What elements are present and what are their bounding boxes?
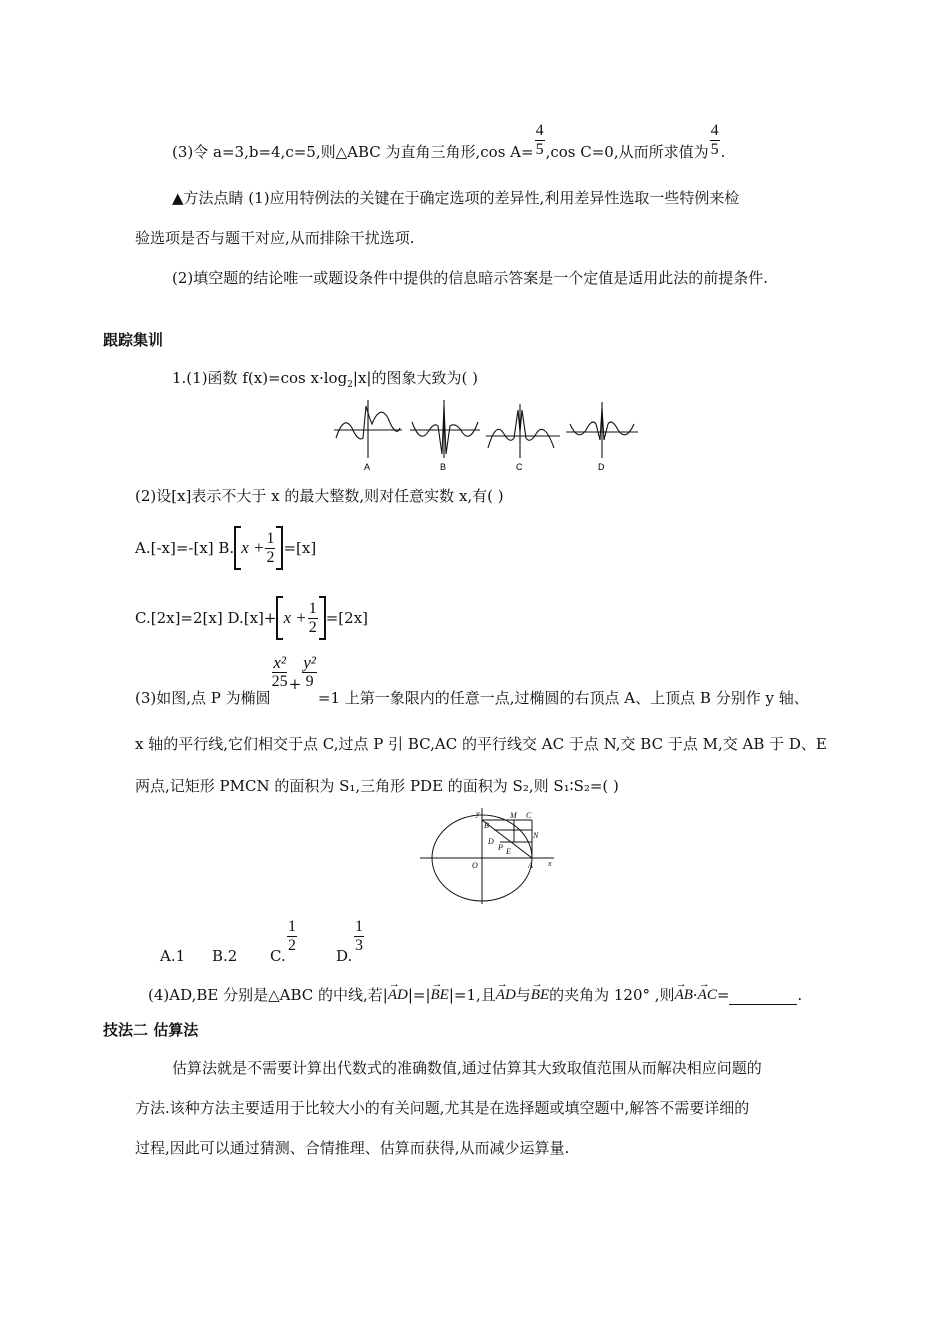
fig-label-m: M <box>510 811 517 820</box>
fraction-one-half: $\frac{1}{2}$ <box>288 918 296 954</box>
fraction-x2-25: $\frac{\text{x²}}{25}$ <box>271 653 288 690</box>
graph-label-b: B <box>440 462 447 472</box>
technique-2-title: 技法二 估算法 <box>103 1021 199 1039</box>
option-c[interactable]: C. <box>270 947 286 965</box>
option-b[interactable]: B.2 <box>212 947 238 965</box>
fig-label-b: B <box>484 821 489 830</box>
answer-blank[interactable] <box>729 990 797 1005</box>
fig-label-x: x <box>548 859 552 868</box>
fraction-four-fifths: $\frac{4}{5}$ <box>535 121 544 158</box>
fig-label-a: A <box>528 861 533 870</box>
section-title: 跟踪集训 <box>103 331 164 349</box>
technique-2-para-3: 过程,因此可以通过猜测、合情推理、估算而获得,从而减少运算量. <box>135 1139 570 1157</box>
fraction-four-fifths: $\frac{4}{5}$ <box>710 121 719 158</box>
question-2-stem: (2)设[x]表示不大于 x 的最大整数,则对任意实数 x,有( ) <box>135 487 504 505</box>
question-3-line-3: 两点,记矩形 PMCN 的面积为 S₁,三角形 PDE 的面积为 S₂,则 S₁∶S₂=( ) <box>135 777 619 795</box>
right-bracket <box>276 526 283 570</box>
fraction-one-third: $\frac{1}{3}$ <box>355 918 363 954</box>
text: . <box>720 143 726 161</box>
graph-c[interactable] <box>486 404 560 458</box>
technique-2-para-2: 方法.该种方法主要适用于比较大小的有关问题,尤其是在选择题或填空题中,解答不需要详细的 <box>135 1099 750 1117</box>
question-3-line-1: (3)如图,点 P 为椭圆 $\frac{\text{x²}}{25}$ + $\frac{\text{y²}}{9}$ =1 上第一象限内的任意一点,过椭圆的右顶点 A、上顶点 B 分别作 y 轴、 <box>135 653 809 707</box>
question-3-line-2: x 轴的平行线,它们相交于点 C,过点 P 引 BC,AC 的平行线交 AC 于点 N,交 BC 于点 M,交 AB 于 D、E <box>135 735 827 753</box>
graph-label-a: A <box>364 462 371 472</box>
option-d[interactable]: D. <box>336 947 353 965</box>
method-line-2: 验选项是否与题干对应,从而排除干扰选项. <box>135 229 415 247</box>
question-2-options-cd: C.[2x]=2[x] D.[x]+ x + $\frac{1}{2}$ =[2x] <box>135 596 368 640</box>
fraction-one-half: $\frac{1}{2}$ <box>308 599 317 636</box>
fig-label-y: y <box>476 809 480 818</box>
graph-d[interactable] <box>566 402 638 458</box>
fig-label-o: O <box>472 861 478 870</box>
graph-b[interactable] <box>410 400 480 458</box>
technique-2-para-1: 估算法就是不需要计算出代数式的准确数值,通过估算其大致取值范围从而解决相应问题的 <box>172 1059 762 1077</box>
question-1-stem: 1.(1)函数 f(x)=cos $x\cdot\log_2|x|$的图象大致为( ) <box>172 369 478 390</box>
ellipse-figure <box>418 806 560 906</box>
fig-label-e: E <box>506 847 511 856</box>
method-line-3: (2)填空题的结论唯一或题设条件中提供的信息暗示答案是一个定值是适用此法的前提条件. <box>172 269 769 287</box>
text: ,cos C=0,从而所求值为 <box>545 143 709 161</box>
question-4: (4)AD,BE 分别是△ABC 的中线,若| → AD |=| → BE |=1,且 → AD 与 → BE 的夹角为 120° ,则 → AB · → AC = . <box>148 985 802 1005</box>
q1-graph-options <box>330 398 642 474</box>
fig-label-c: C <box>526 811 532 820</box>
question-2-options-ab: A.[-x]=-[x] B. x + $\frac{1}{2}$ =[x] <box>135 526 316 570</box>
special-case-line <box>172 121 726 174</box>
fig-label-d: D <box>488 837 494 846</box>
text: (3)令 a=3,b=4,c=5,则△ABC 为直角三角形,cos A= <box>172 143 534 161</box>
fraction-y2-9: $\frac{\text{y²}}{9}$ <box>303 653 316 690</box>
fig-label-p: P <box>498 843 503 852</box>
right-bracket <box>319 596 326 640</box>
option-a[interactable]: A.1 <box>160 947 186 965</box>
fraction-one-half: $\frac{1}{2}$ <box>266 529 275 566</box>
fig-label-n: N <box>533 831 539 840</box>
graph-label-c: C <box>516 462 523 472</box>
graph-a[interactable] <box>334 400 402 458</box>
method-line-1: ▲方法点睛 (1)应用特例法的关键在于确定选项的差异性,利用差异性选取一些特例来检 <box>172 189 740 207</box>
graph-label-d: D <box>598 462 605 472</box>
